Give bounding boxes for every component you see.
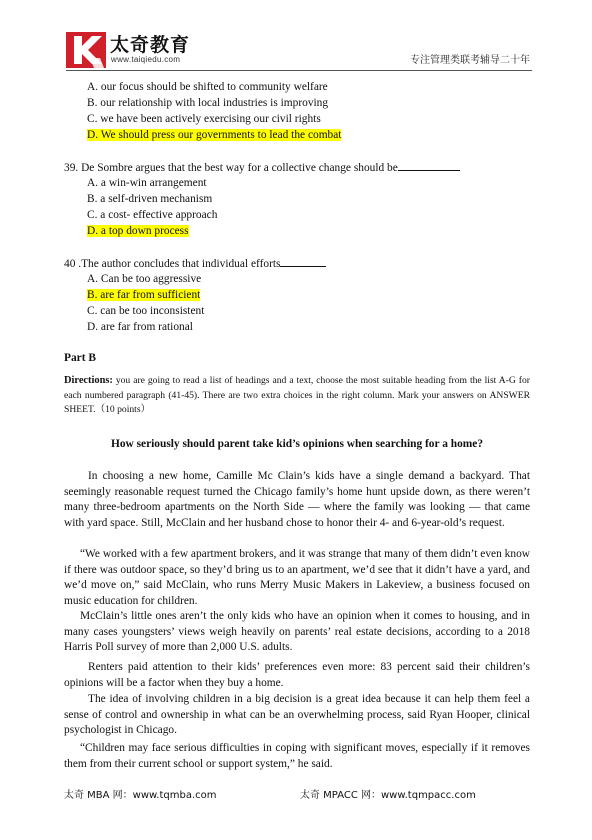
logo-url[interactable]: www.taiqiedu.com — [111, 55, 181, 64]
page-header — [0, 0, 592, 72]
taiqi-logo-icon — [66, 32, 106, 68]
highlighted-answer: D. We should press our governments to lead the combat — [87, 129, 342, 141]
answer-blank — [280, 256, 326, 267]
q40-stem-text: 40 .The author concludes that individual efforts — [64, 258, 281, 270]
highlighted-answer: D. a top down process — [87, 225, 189, 237]
q39-option-d — [87, 224, 189, 238]
footer-mba-site[interactable]: 太奇 MBA 网：www.tqmba.com — [64, 790, 217, 801]
article-paragraph-1: In choosing a new home, Camille Mc Clain’s kids have a single demand a backyard. That seemingly reasonable request turned the Chicago family’s home hunt upside down, as there weren’t many three-bedroom apartments on the North Side — where the family was looking — that came with yard space. Still, McClain and her husband chose to honor their 4- and 6-year-old’s request. — [64, 470, 530, 529]
article-paragraph-5: The idea of involving children in a big decision is a great idea because it can help them feel a sense of control and ownership in what can be an overwhelming process, said Ryan Hooper, clinical psychologist in Chicago. — [64, 693, 530, 736]
part-b-directions — [64, 374, 530, 418]
part-b-heading: Part B — [64, 352, 96, 364]
q39-option-c: C. a cost- effective approach — [87, 209, 218, 221]
directions-text: you are going to read a list of headings and a text, choose the most suitable heading from the list A-G for each numbered paragraph (41-45). There are two extra choices in the right column. Mark your answers on ANSWER SHEET.（10 points） — [64, 375, 530, 415]
article-paragraph-3: McClain’s little ones aren’t the only kids who have an opinion when it comes to housing, and in many cases youngsters’ views weigh heavily on parents’ real estate decisions, according to a 2018 Harris Poll survey of more than 2,000 U.S. adults. — [64, 610, 530, 653]
article-paragraph-4: Renters paid attention to their kids’ preferences even more: 83 percent said their children’s opinions will be a factor when they buy a home. — [64, 661, 530, 689]
q40-stem — [64, 256, 326, 271]
q40-option-c: C. can be too inconsistent — [87, 305, 205, 317]
q38-option-c: C. we have been actively exercising our civil rights — [87, 113, 321, 125]
q39-stem — [64, 160, 460, 175]
logo-name: 太奇教育 — [110, 34, 191, 56]
highlighted-answer: B. are far from sufficient — [87, 289, 201, 301]
article-paragraph-6: “Children may face serious difficulties in coping with significant moves, especially if it removes them from their current school or support system,” he said. — [64, 742, 530, 770]
q40-option-a: A. Can be too aggressive — [87, 273, 202, 285]
article-title: How seriously should parent take kid’s opinions when searching for a home? — [110, 438, 484, 450]
header-divider — [66, 70, 532, 71]
answer-blank — [398, 160, 460, 171]
q40-option-b — [87, 288, 200, 302]
q40-option-d: D. are far from rational — [87, 321, 193, 333]
q38-option-a: A. our focus should be shifted to community welfare — [87, 81, 328, 93]
directions-label: Directions: — [64, 375, 113, 386]
footer-mpacc-site[interactable]: 太奇 MPACC 网：www.tqmpacc.com — [300, 790, 476, 801]
q39-stem-text: 39. De Sombre argues that the best way for a collective change should be — [64, 162, 398, 174]
q38-option-b: B. our relationship with local industries is improving — [87, 97, 329, 109]
article-paragraph-2: “We worked with a few apartment brokers, and it was strange that many of them didn’t even know if there was outdoor space, so they’d bring us to an apartment, we’d see that it didn’t have a yard, and we’d move on,” said McClain, who runs Merry Music Makers in Lakeview, a business focused on music education for children. — [64, 548, 530, 607]
q39-option-b: B. a self-driven mechanism — [87, 193, 213, 205]
q38-option-d — [87, 128, 341, 142]
q39-option-a: A. a win-win arrangement — [87, 177, 207, 189]
header-tagline: 专注管理类联考辅导二十年 — [410, 55, 530, 66]
